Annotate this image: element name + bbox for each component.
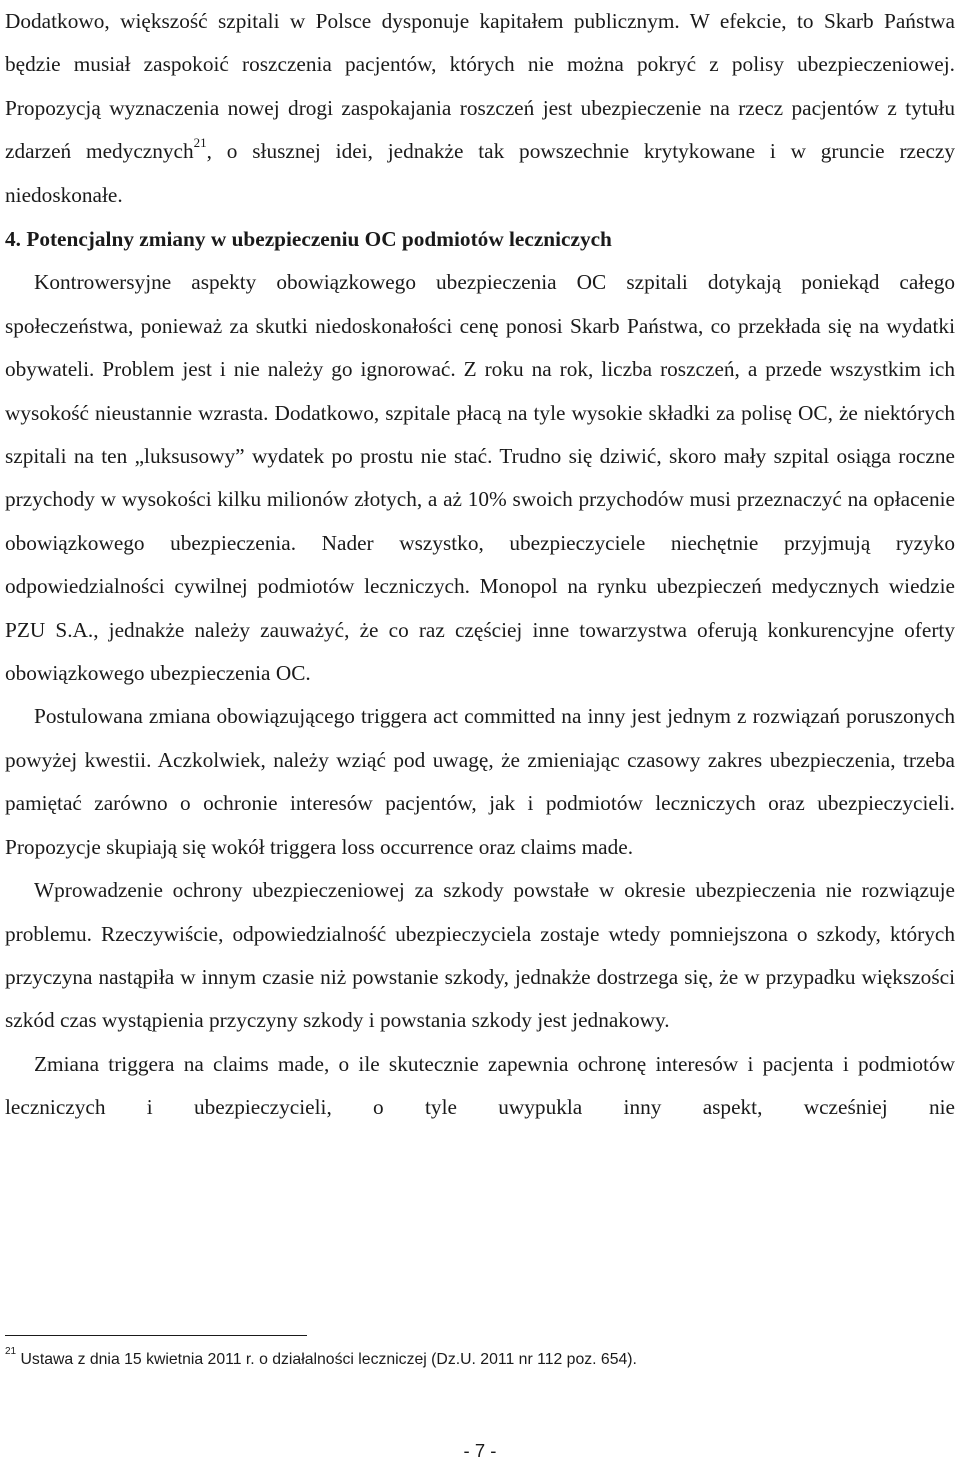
footnote-separator [5,1335,307,1336]
footnote-reference: 21 [193,135,207,151]
footnote-number: 21 [5,1345,17,1357]
page-number: - 7 - [463,1440,497,1461]
body-paragraph-1: Kontrowersyjne aspekty obowiązkowego ubezpieczenia OC szpitali dotykają poniekąd całego społeczeństwa, ponieważ za skutki niedoskonałości cenę ponosi Skarb Państwa, co przekłada się na wydatki obywateli. Problem jest i nie należy go ignorować. Z roku na rok, liczba roszczeń, a przede wszystkim ich wysokość nieustannie wzrasta. Dodatkowo, szpitale płacą na tyle wysokie składki za polisę OC, że niektórych szpitali na ten „luksusowy” wydatek po prostu nie stać. Trudno się dziwić, skoro mały szpital osiąga roczne przychody w wysokości kilku milionów złotych, a aż 10% swoich przychodów musi przeznaczyć na opłacenie obowiązkowego ubezpieczenia. Nader wszystko, ubezpieczyciele niechętnie przyjmują ryzyko odpowiedzialności cywilnej podmiotów leczniczych. Monopol na rynku ubezpieczeń medycznych wiedzie PZU S.A., jednakże należy zauważyć, że co raz częściej inne towarzystwa oferują konkurencyjne oferty obowiązkowego ubezpieczenia OC. [5,270,955,686]
section-block [5,218,955,1130]
intro-text-part2: , o słusznej idei, jednakże tak powszechnie krytykowane i w gruncie rzeczy niedoskonałe. [5,139,955,207]
section-number: 4. [5,227,21,251]
section-heading [5,218,955,261]
body-paragraph-2: Postulowana zmiana obowiązującego triggera act committed na inny jest jednym z rozwiązań poruszonych powyżej kwestii. Aczkolwiek, należy wziąć pod uwagę, że zmieniając czasowy zakres ubezpieczenia, trzeba pamiętać zarówno o ochronie interesów pacjentów, jak i podmiotów leczniczych oraz ubezpieczycieli. Propozycje skupiają się wokół triggera loss occurrence oraz claims made. [5,704,955,859]
body-paragraph-4: Zmiana triggera na claims made, o ile skutecznie zapewnia ochronę interesów i pacjenta i podmiotów leczniczych i ubezpieczycieli, o tyle uwypukla inny aspekt, wcześniej nie [5,1051,955,1120]
intro-block [5,0,955,217]
intro-paragraph [5,0,955,217]
footnote-text: Ustawa z dnia 15 kwietnia 2011 r. o działalności leczniczej (Dz.U. 2011 nr 112 poz. 654). [16,1351,637,1368]
footnote [5,1345,955,1370]
intro-text-part1: Dodatkowo, większość szpitali w Polsce dysponuje kapitałem publicznym. W efekcie, to Skarb Państwa będzie musiał zaspokoić roszczenia pacjentów, których nie można pokryć z polisy ubezpieczeniowej. Propozycją wyznaczenia nowej drogi zaspokajania roszczeń jest ubezpieczenie na rzecz pacjentów z tytułu zdarzeń medycznych [5,9,955,164]
section-title: Potencjalny zmiany w ubezpieczeniu OC podmiotów leczniczych [26,227,612,251]
body-paragraph-3: Wprowadzenie ochrony ubezpieczeniowej za szkody powstałe w okresie ubezpieczenia nie rozwiązuje problemu. Rzeczywiście, odpowiedzialność ubezpieczyciela zostaje wtedy pomniejszona o szkody, których przyczyna nastąpiła w innym czasie niż powstanie szkody, jednakże dostrzega się, że w przypadku większości szkód czas wystąpienia przyczyny szkody i powstania szkody jest jednakowy. [5,878,955,1033]
